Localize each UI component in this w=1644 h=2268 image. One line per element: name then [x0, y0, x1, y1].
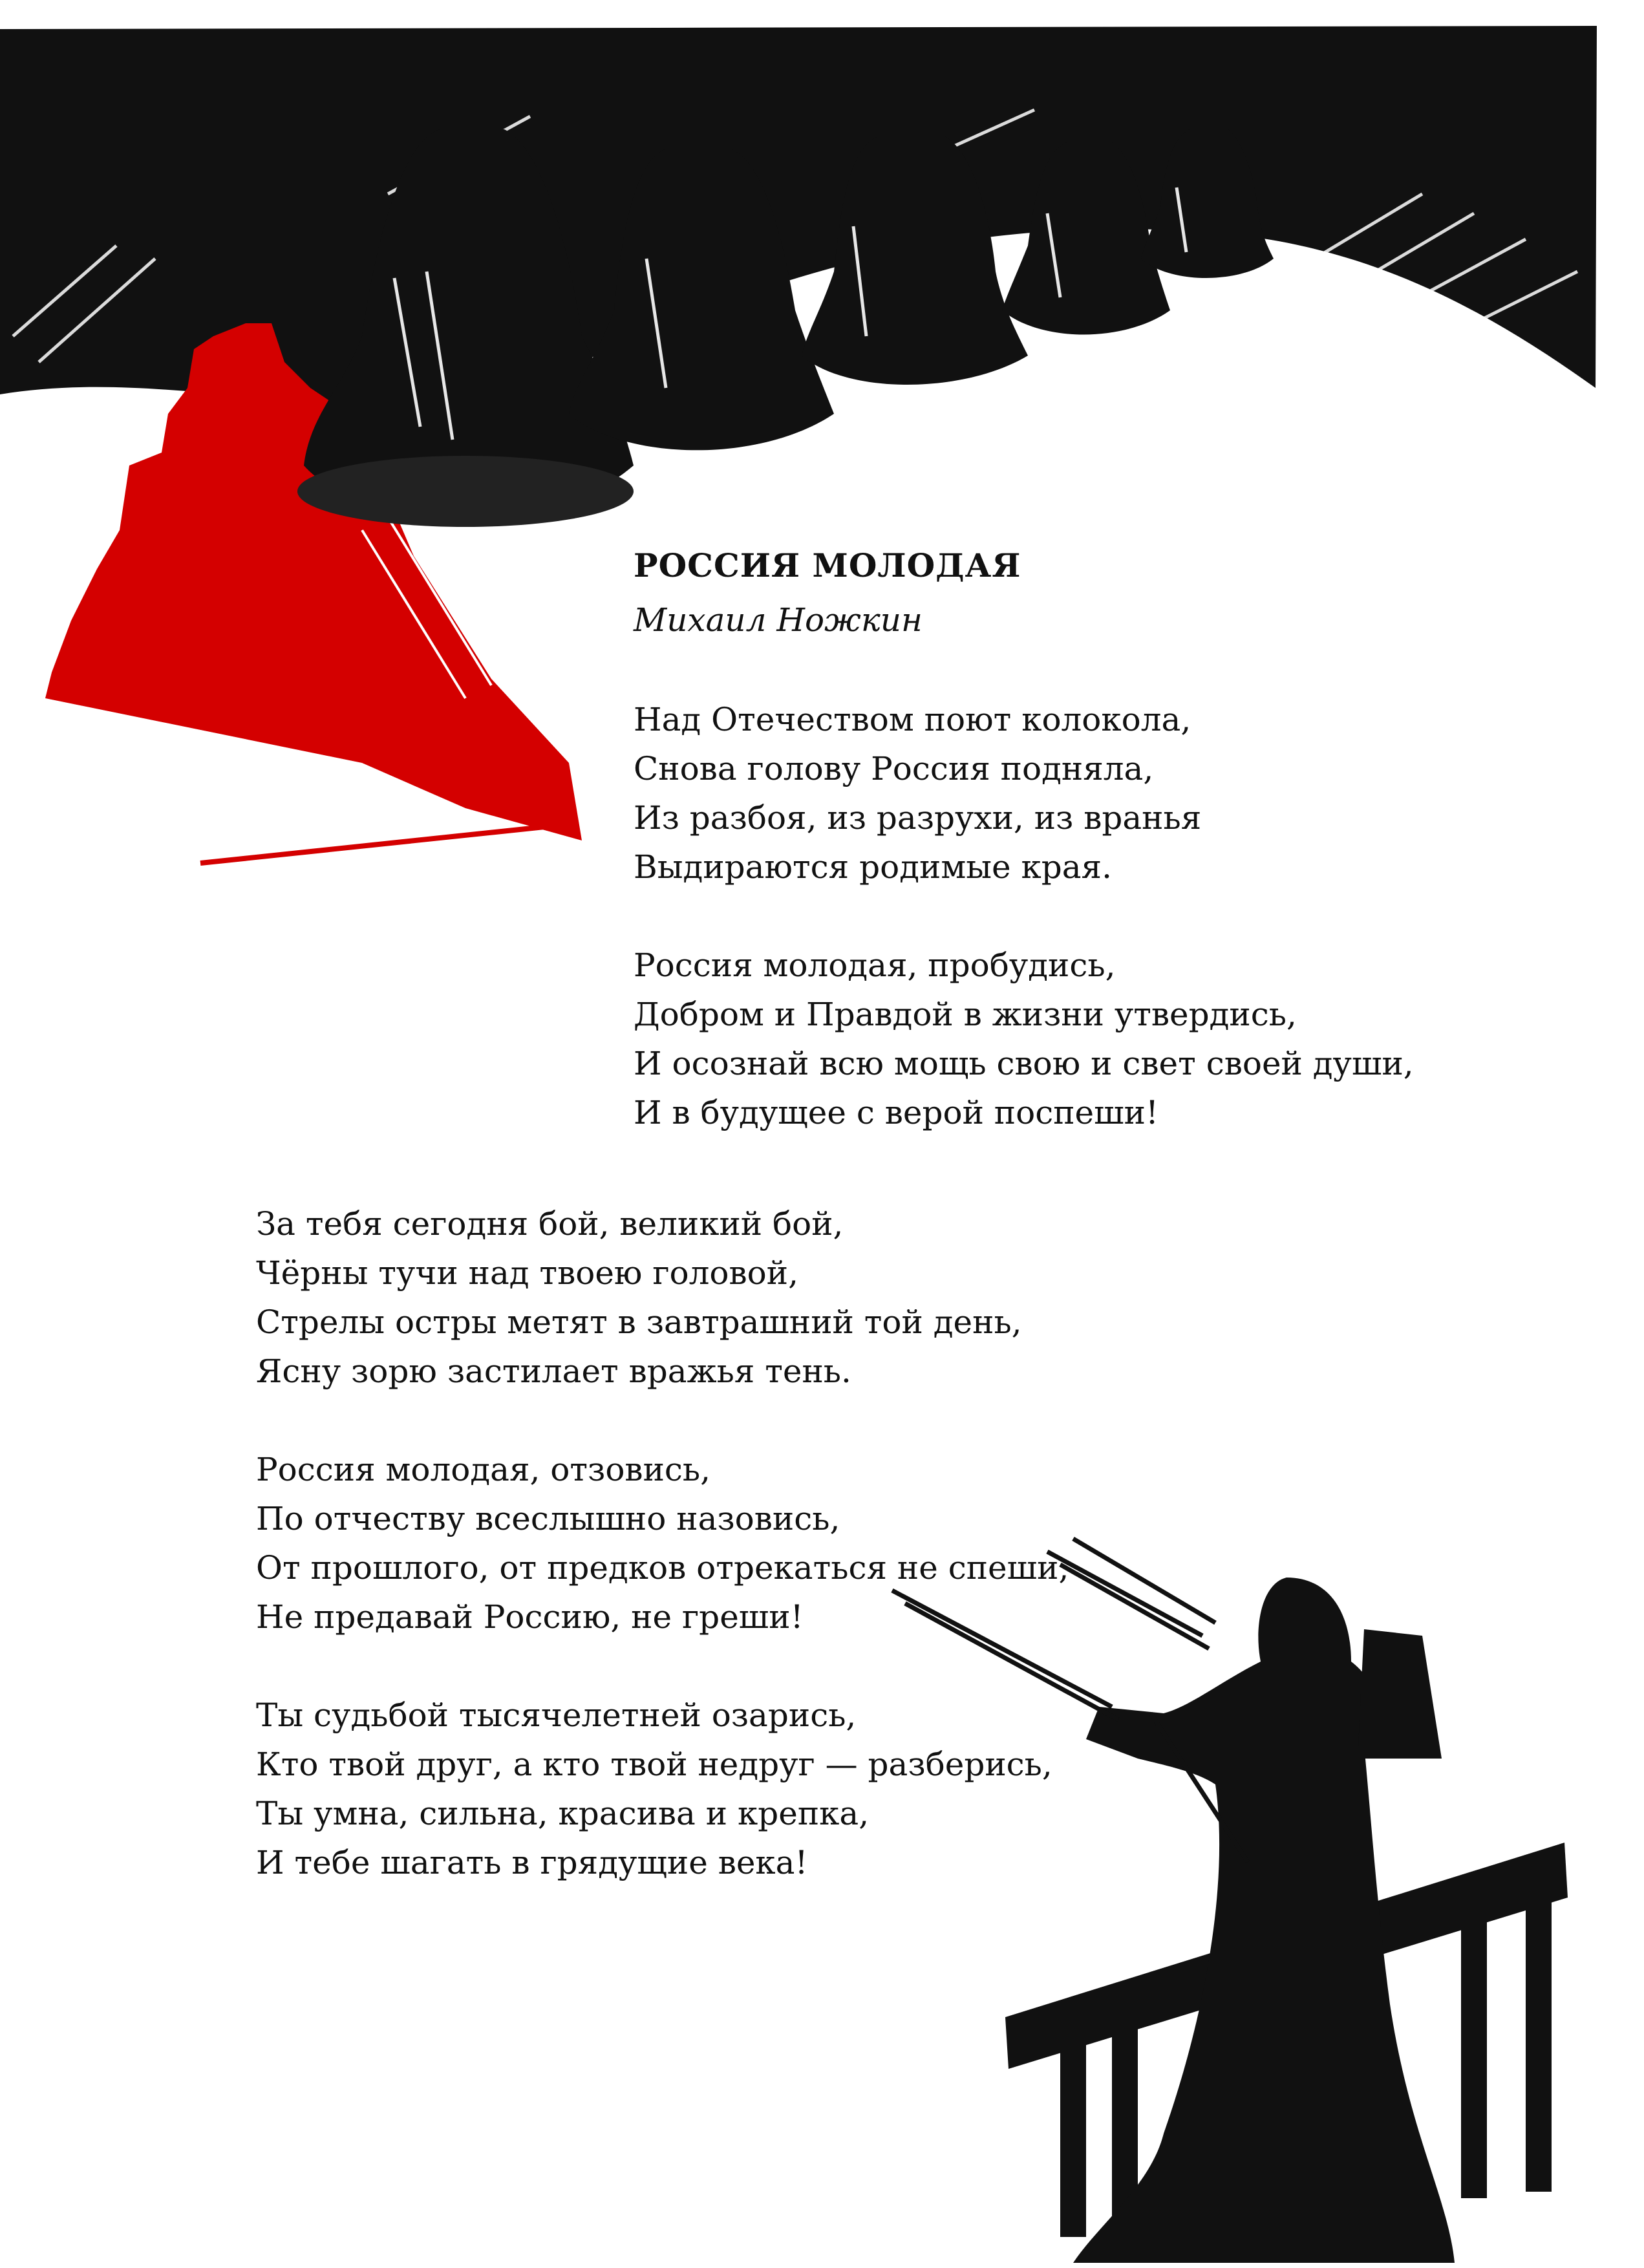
poem-line: Ты судьбой тысячелетней озарись, [256, 1696, 857, 1734]
poem-line: Ты умна, сильна, красива и крепка, [256, 1795, 870, 1832]
stanza-3 [256, 1199, 1022, 1396]
stanza-2 [634, 941, 1414, 1137]
poem-line: И тебе шагать в грядущие века! [256, 1844, 808, 1881]
poem-line: По отчеству всеслышно назовись, [256, 1500, 840, 1537]
poem-line: Стрелы остры метят в завтрашний той день, [256, 1303, 1022, 1341]
stanza-1 [634, 695, 1201, 892]
poem-line: Чёрны тучи над твоею головой, [256, 1254, 798, 1292]
poem-line: Над Отечеством поют колокола, [634, 701, 1191, 738]
poem-line: Выдираются родимые края. [634, 848, 1112, 886]
stanza-4 [256, 1445, 1069, 1642]
poem-line: Снова голову Россия подняла, [634, 750, 1154, 787]
poem-line: Ясну зорю застилает вражья тень. [256, 1353, 851, 1390]
poem-line: Кто твой друг, а кто твой недруг — разберись, [256, 1746, 1052, 1783]
poem-line: И осознай всю мощь свою и свет своей души, [634, 1045, 1414, 1082]
poem-title: РОССИЯ МОЛОДАЯ [634, 546, 1021, 584]
red-bell-rim [200, 824, 569, 863]
poem-line: Добром и Правдой в жизни утвердись, [634, 996, 1297, 1033]
stanza-5 [256, 1691, 1052, 1887]
poem-line: Россия молодая, отзовись, [256, 1451, 711, 1488]
poem-line: И в будущее с верой поспеши! [634, 1094, 1159, 1131]
poem-author: Михаил Ножкин [634, 601, 923, 639]
poem-line: От прошлого, от предков отрекаться не спеши, [256, 1549, 1069, 1587]
poem-line: Не предавай Россию, не греши! [256, 1598, 804, 1636]
poem-line: Из разбоя, из разрухи, из вранья [634, 799, 1202, 837]
poem-line: Россия молодая, пробудись, [634, 947, 1116, 984]
bell-ringer [1005, 1578, 1568, 2263]
poem-line: За тебя сегодня бой, великий бой, [256, 1205, 844, 1243]
